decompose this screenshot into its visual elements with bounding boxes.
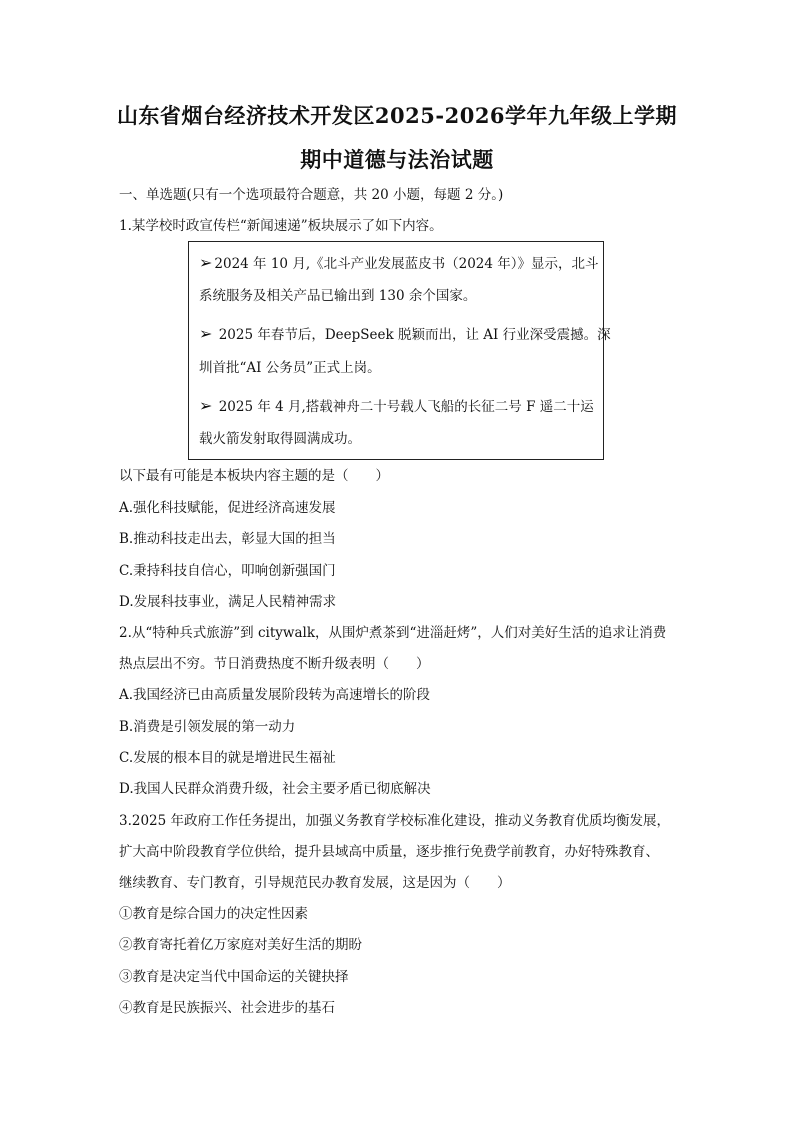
q1-option-c: C.秉持科技自信心，叩响创新强国门 [119, 563, 336, 579]
news-item-1-line2: 系统服务及相关产品已输出到 130 余个国家。 [199, 288, 477, 304]
news-item-1-line1: ➢ 2024 年 10 月,《北斗产业发展蓝皮书（2024 年）》显示，北斗 [199, 253, 599, 272]
q2-stem-line1: 2.从“特种兵式旅游”到 citywalk，从围炉煮茶到“进淄赶烤”，人们对美好生活的追求让消费 [119, 625, 667, 641]
q1-option-d: D.发展科技事业，满足人民精神需求 [119, 594, 337, 610]
q3-stem-line1: 3.2025 年政府工作任务提出，加强义务教育学校标准化建设，推动义务教育优质均衡发展， [119, 813, 671, 829]
q1-option-b: B.推动科技走出去，彰显大国的担当 [119, 531, 336, 547]
q3-stem-line2: 扩大高中阶段教育学位供给，提升县域高中质量，逐步推行免费学前教育，办好特殊教育、 [119, 844, 659, 860]
q3-item-2: ②教育寄托着亿万家庭对美好生活的期盼 [119, 937, 362, 953]
q3-item-3: ③教育是决定当代中国命运的关键抉择 [119, 969, 349, 985]
q1-option-a: A.强化科技赋能，促进经济高速发展 [119, 500, 336, 516]
doc-title-line2: 期中道德与法治试题 [300, 147, 494, 172]
news-item-3-line1: ➢ 2025 年 4 月,搭载神舟二十号载人飞船的长征二号 F 遥二十运 [199, 396, 594, 415]
section-heading: 一、单选题(只有一个选项最符合题意，共 20 小题，每题 2 分。) [119, 187, 504, 203]
arrow-icon: ➢ [199, 396, 213, 415]
arrow-icon: ➢ [199, 324, 213, 343]
q1-stem: 1.某学校时政宣传栏“新闻速递”板块展示了如下内容。 [119, 218, 443, 234]
q1-prompt: 以下最有可能是本板块内容主题的是（ ） [119, 468, 389, 484]
q2-option-d: D.我国人民群众消费升级，社会主要矛盾已彻底解决 [119, 781, 431, 797]
news-box [188, 241, 611, 460]
q2-option-b: B.消费是引领发展的第一动力 [119, 719, 296, 735]
q3-item-1: ①教育是综合国力的决定性因素 [119, 906, 308, 922]
q3-stem-line3: 继续教育、专门教育，引导规范民办教育发展，这是因为（ ） [119, 875, 511, 891]
q3-item-4: ④教育是民族振兴、社会进步的基石 [119, 1000, 335, 1016]
q2-option-c: C.发展的根本目的就是增进民生福祉 [119, 750, 336, 766]
q2-stem-line2: 热点层出不穷。节日消费热度不断升级表明（ ） [119, 656, 430, 672]
arrow-icon: ➢ [199, 253, 213, 272]
news-item-2-line2: 圳首批“AI 公务员”正式上岗。 [199, 360, 381, 376]
news-item-2-line1: ➢ 2025 年春节后，DeepSeek 脱颖而出，让 AI 行业深受震撼。深 [199, 324, 611, 343]
doc-title-line1: 山东省烟台经济技术开发区2025-2026学年九年级上学期 [116, 103, 678, 128]
news-item-3-line2: 载火箭发射取得圆满成功。 [199, 431, 361, 447]
q2-option-a: A.我国经济已由高质量发展阶段转为高速增长的阶段 [119, 687, 431, 703]
